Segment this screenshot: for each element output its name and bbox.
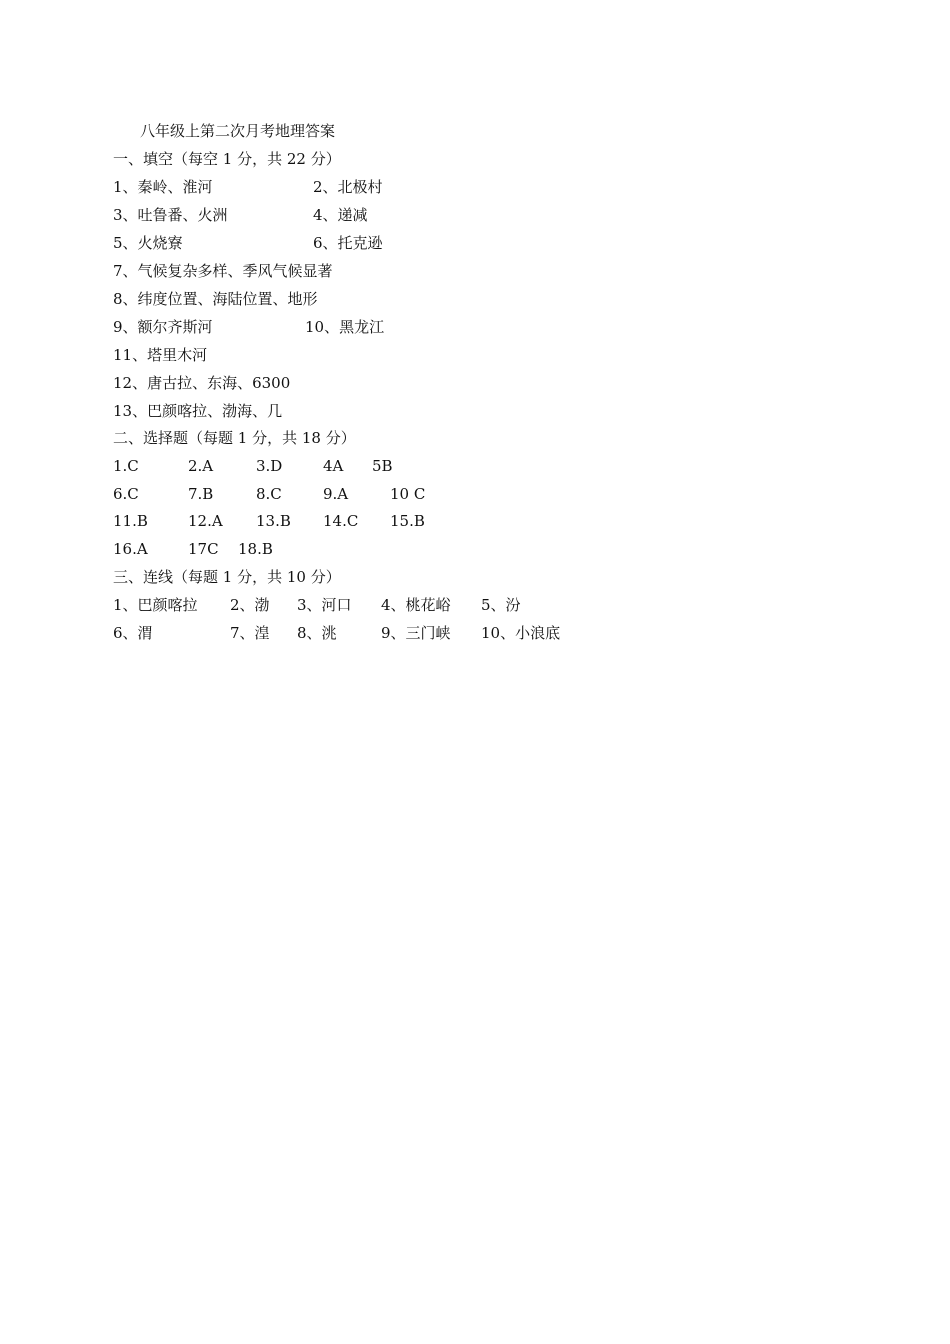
choice-answer-9: 9.A — [323, 485, 349, 503]
choice-answer-15: 15.B — [390, 512, 425, 530]
matching-answer-1: 1、巴颜喀拉 — [113, 596, 198, 614]
choice-answer-17: 17C — [188, 540, 219, 558]
choice-answer-8: 8.C — [256, 485, 282, 503]
choice-answer-14: 14.C — [323, 512, 359, 530]
choice-answer-12: 12.A — [188, 512, 223, 530]
choice-answer-13: 13.B — [256, 512, 291, 530]
fill-answer-5: 5、火烧寮 — [113, 234, 183, 252]
matching-answer-8: 8、洮 — [297, 624, 337, 642]
fill-answer-11: 11、塔里木河 — [113, 346, 208, 364]
fill-answer-9: 9、额尔齐斯河 — [113, 318, 213, 336]
fill-answer-2: 2、北极村 — [313, 178, 383, 196]
matching-answer-3: 3、河口 — [297, 596, 352, 614]
section-3-heading: 三、连线（每题 1 分，共 10 分） — [113, 568, 341, 586]
matching-answer-5: 5、汾 — [481, 596, 521, 614]
choice-answer-5: 5B — [372, 457, 393, 475]
document-title: 八年级上第二次月考地理答案 — [140, 122, 336, 140]
choice-answer-3: 3.D — [256, 457, 283, 475]
fill-answer-6: 6、托克逊 — [313, 234, 383, 252]
fill-answer-10: 10、黑龙江 — [305, 318, 385, 336]
section-2-heading: 二、选择题（每题 1 分，共 18 分） — [113, 429, 356, 447]
matching-answer-6: 6、渭 — [113, 624, 153, 642]
matching-answer-10: 10、小浪底 — [481, 624, 561, 642]
choice-answer-1: 1.C — [113, 457, 139, 475]
choice-answer-10: 10 C — [390, 485, 426, 503]
choice-answer-4: 4A — [323, 457, 344, 475]
choice-answer-7: 7.B — [188, 485, 214, 503]
choice-answer-6: 6.C — [113, 485, 139, 503]
choice-answer-2: 2.A — [188, 457, 214, 475]
choice-answer-18: 18.B — [238, 540, 273, 558]
matching-answer-7: 7、湟 — [230, 624, 270, 642]
matching-answer-4: 4、桃花峪 — [381, 596, 451, 614]
matching-answer-9: 9、三门峡 — [381, 624, 451, 642]
fill-answer-8: 8、纬度位置、海陆位置、地形 — [113, 290, 318, 308]
matching-answer-2: 2、渤 — [230, 596, 270, 614]
choice-answer-11: 11.B — [113, 512, 148, 530]
fill-answer-12: 12、唐古拉、东海、6300 — [113, 374, 291, 392]
fill-answer-13: 13、巴颜喀拉、渤海、几 — [113, 402, 283, 420]
fill-answer-3: 3、吐鲁番、火洲 — [113, 206, 228, 224]
fill-answer-1: 1、秦岭、淮河 — [113, 178, 213, 196]
fill-answer-7: 7、气候复杂多样、季风气候显著 — [113, 262, 333, 280]
fill-answer-4: 4、递减 — [313, 206, 368, 224]
section-1-heading: 一、填空（每空 1 分，共 22 分） — [113, 150, 341, 168]
choice-answer-16: 16.A — [113, 540, 148, 558]
